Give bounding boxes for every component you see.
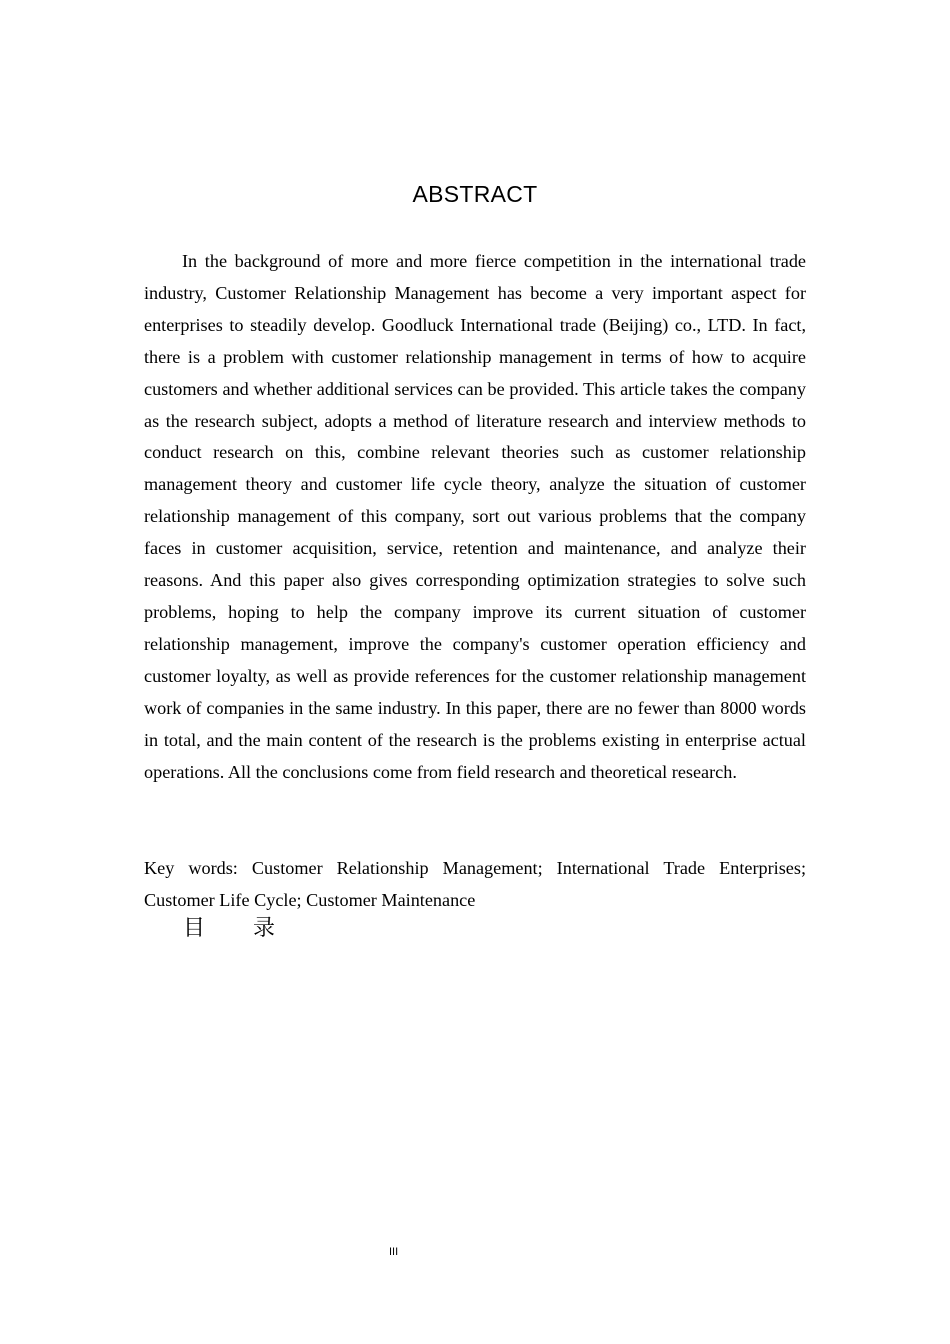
table-of-contents-heading (183, 914, 275, 944)
abstract-heading: ABSTRACT (412, 181, 538, 207)
page-number: III (389, 1246, 399, 1258)
abstract-body: In the background of more and more fierce competition in the international trade industry, Customer Relationship Management has become a very important aspect for enterprises to steadily develop. Goodluck International trade (Beijing) co., LTD. In fact, there is a problem with customer relationship management in terms of how to acquire customers and whether additional services can be provided. This article takes the company as the research subject, adopts a method of literature research and interview methods to conduct research on this, combine relevant theories such as customer relationship management theory and customer life cycle theory, analyze the situation of customer relationship management of this company, sort out various problems that the company faces in customer acquisition, service, retention and maintenance, and analyze their reasons. And this paper also gives corresponding optimization strategies to solve such problems, hoping to help the company improve its current situation of customer relationship management, improve the company's customer operation efficiency and customer loyalty, as well as provide references for the customer relationship management work of companies in the same industry. In this paper, there are no fewer than 8000 words in total, and the main content of the research is the problems existing in enterprise actual operations. All the conclusions come from field research and theoretical research. (144, 251, 806, 782)
keywords-paragraph: Key words: Customer Relationship Management; International Trade Enterprises; Customer Life Cycle; Customer Maintenance (144, 858, 806, 910)
toc-heading-char-2: 录 (253, 916, 276, 941)
toc-heading-char-1: 目 (183, 916, 206, 941)
